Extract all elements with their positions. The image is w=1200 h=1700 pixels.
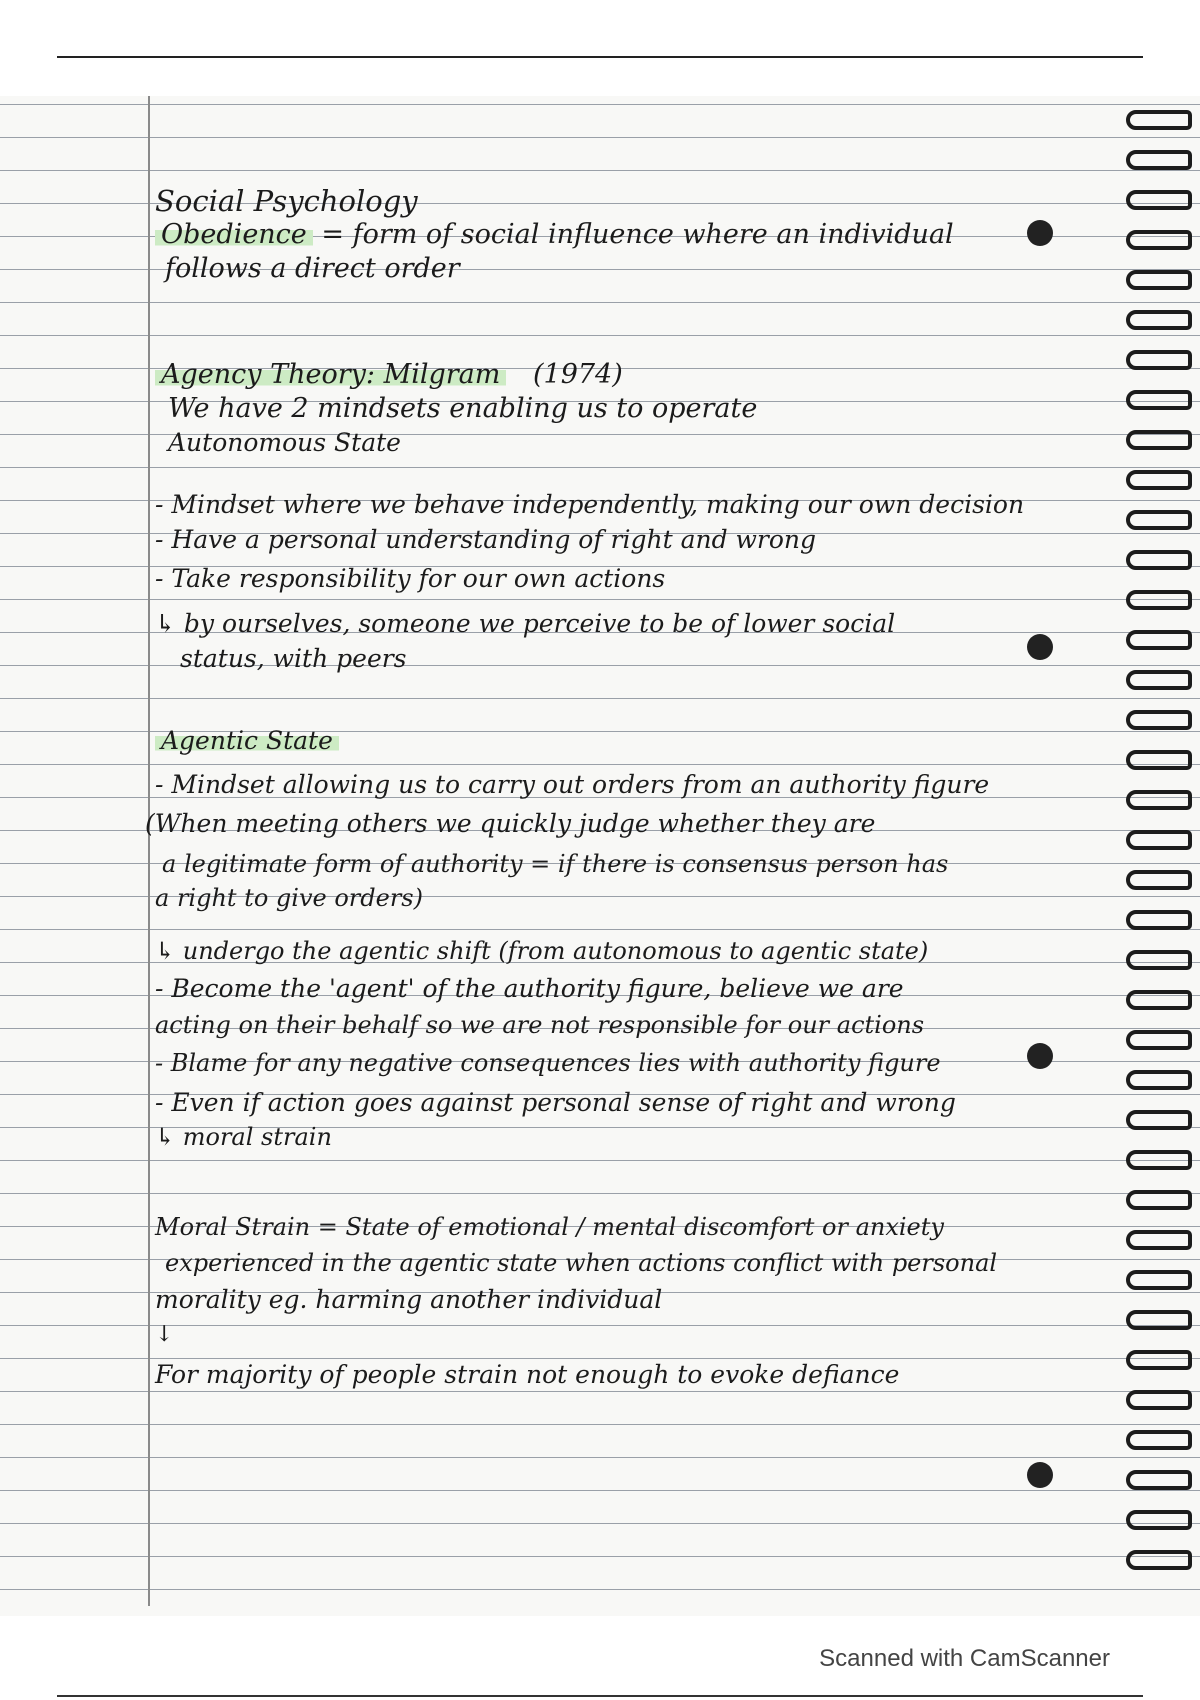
autonomous-point: status, with peers <box>180 644 407 673</box>
agency-heading: Agency Theory: Milgram <box>155 359 506 390</box>
agentic-heading: Agentic State <box>155 724 339 758</box>
obedience-line-1 <box>155 218 954 252</box>
agentic-point: - Blame for any negative consequences lies with authority figure <box>155 1049 941 1077</box>
agentic-point: a legitimate form of authority = if there is consensus person has <box>162 850 949 878</box>
moral-strain-conclusion: For majority of people strain not enough to evoke defiance <box>155 1360 900 1389</box>
handwritten-notes <box>0 96 1200 1616</box>
down-arrow-icon: ↓ <box>155 1322 174 1347</box>
obedience-line-2: follows a direct order <box>165 253 460 284</box>
agentic-point: - Become the 'agent' of the authority figure, believe we are <box>155 974 904 1003</box>
moral-strain-line-3: morality eg. harming another individual <box>155 1285 663 1314</box>
agentic-point: a right to give orders) <box>155 884 423 912</box>
notebook-page <box>0 96 1200 1616</box>
autonomous-point: - Have a personal understanding of right and wrong <box>155 525 817 554</box>
agentic-point: ↳ moral strain <box>155 1123 332 1151</box>
agentic-point: (When meeting others we quickly judge whether they are <box>145 809 876 838</box>
moral-strain-line-2: experienced in the agentic state when actions conflict with personal <box>165 1249 998 1277</box>
agency-year: (1974) <box>532 359 623 390</box>
bottom-rule <box>57 1695 1143 1697</box>
notes-title: Social Psychology <box>155 184 418 218</box>
moral-strain-line-1: Moral Strain = State of emotional / mental discomfort or anxiety <box>155 1213 944 1241</box>
agentic-point: - Mindset allowing us to carry out orders from an authority figure <box>155 770 990 799</box>
agentic-point: - Even if action goes against personal sense of right and wrong <box>155 1088 956 1117</box>
obedience-definition: = form of social influence where an individual <box>321 219 954 250</box>
autonomous-heading: Autonomous State <box>168 428 401 457</box>
obedience-term: Obedience <box>155 219 313 250</box>
autonomous-point: ↳ by ourselves, someone we perceive to be of lower social <box>155 609 896 638</box>
top-rule <box>57 56 1143 58</box>
agentic-point: ↳ undergo the agentic shift (from autonomous to agentic state) <box>155 937 929 965</box>
camscanner-watermark: Scanned with CamScanner <box>819 1645 1110 1672</box>
agentic-point: acting on their behalf so we are not responsible for our actions <box>155 1011 925 1039</box>
autonomous-point: - Mindset where we behave independently, making our own decision <box>155 490 1025 519</box>
autonomous-point: - Take responsibility for our own actions <box>155 564 666 593</box>
agency-intro: We have 2 mindsets enabling us to operate <box>168 393 758 424</box>
agency-heading-line <box>155 358 623 392</box>
